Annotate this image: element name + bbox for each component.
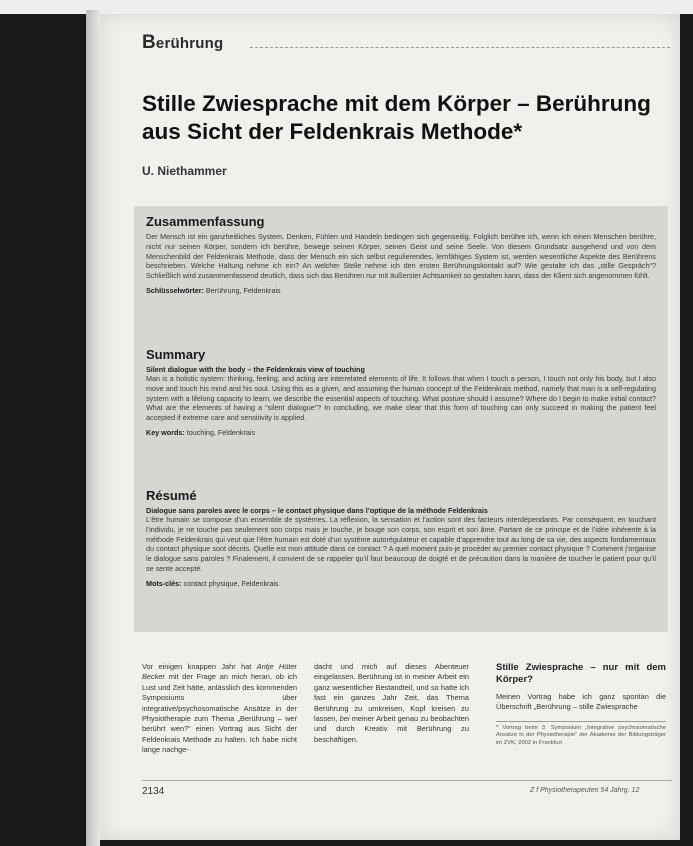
section-label: Berührung bbox=[142, 32, 224, 53]
article-author: U. Niethammer bbox=[142, 164, 227, 178]
body-column-1: Vor einigen knappen Jahr hat Antje Hüter Becker mit der Frage an mich heran, ob ich Lust und Zeit hätte, anlässlich des kommenden Symposiums über integrative/psychosomatische Ansätze in der Physiotherapie zum Thema „Berührung – wer berührt wen?“ einen Vortrag aus Sicht der Feldenkrais Methode zu halten. Ich habe nicht lange nachge- bbox=[142, 662, 297, 755]
summary-subtitle: Silent dialogue with the body – the Feldenkrais view of touching bbox=[146, 365, 365, 374]
abstract-french bbox=[146, 488, 656, 588]
page-edge bbox=[86, 10, 100, 846]
keywords-french: Mots-clés: contact physique, Feldenkrais bbox=[146, 578, 279, 588]
resume-heading: Résumé bbox=[146, 488, 197, 503]
journal-reference: Z f Physiotherapeuten 54 Jahrg. 12 bbox=[530, 787, 640, 794]
resume-subtitle: Dialogue sans paroles avec le corps – le contact physique dans l’optique de la méthode Feldenkrais bbox=[146, 506, 488, 515]
footer-rule bbox=[142, 780, 672, 781]
side-text: Meinen Vortrag habe ich ganz spontan die Überschrift „Berührung – stille Zwiesprache bbox=[496, 692, 666, 712]
background-strip bbox=[0, 0, 693, 14]
keywords-german: Schlüsselwörter: Berührung, Feldenkrais bbox=[146, 285, 281, 295]
journal-page bbox=[100, 14, 680, 840]
zusammenfassung-heading: Zusammenfassung bbox=[146, 214, 265, 229]
page-number: 2134 bbox=[142, 786, 165, 797]
section-rule bbox=[250, 47, 670, 48]
side-column bbox=[496, 662, 666, 748]
footnote: * Vortrag beim 3. Symposium „Integrative psychosomatische Ansätze in der Physiotherapie“ der Akademie der Bildungsträger im ZVK, 2002 in Frankfurt bbox=[496, 721, 666, 748]
side-heading: Stille Zwiesprache – nur mit dem Körper? bbox=[496, 662, 666, 685]
resume-text: L’être humain se compose d’un ensemble de systèmes. La réflexion, la sensation et l’action sont des facteurs interdépendants. Par conséquent, en touchant l’individu, je ne touche pas seulement son corps mais je touche, je bouge son corps, son esprit et son âme. Partant de ce principe et de l’idée inhérente à la méthode Feldenkrais qui veut que l’être humain est doté d’un système autorégulateur et capable d’apprendre tout au long de sa vie, des aspects fondamentaux du contact physique sont décrits. Quelle est mon attitude dans ce contact ? A quel moment puis-je procéder au premier contact physique ? Comment j’organise le dialogue sans paroles ? Finalement, il convient de se rappeler qu’il faut beaucoup de doigté et de précaution dans la manière de toucher le patient pour qu’il se sente accepté. bbox=[146, 515, 656, 573]
keywords-english: Key words: touching, Feldenkrais bbox=[146, 427, 256, 437]
zusammenfassung-text: Der Mensch ist ein ganzheitliches System. Denken, Fühlen und Handeln bedingen sich gegenseitig. Folglich berühre ich, wenn ich einen Menschen berühre, nicht nur seinen Körper, sondern ich berühre, bewege seinen Körper, seinen Geist und seine Seele. Von diesem Grundsatz ausgehend und von dem Menschenbild der Feldenkrais Methode, dass der Mensch ein sich selbst regulierendes, lernfähiges System ist, werden wesentliche Aspekte des Berührens beschrieben. Welche Haltung nehme ich ein? An welcher Stelle nehme ich den ersten Berührungskontakt auf? Wie gestalte ich das „stille Gespräch“? Schließlich wird zusammenfassend deutlich, dass sich das Berühren nur mit äußerster Achtsamkeit so gestalten kann, dass der Klient sich angenommen fühlt. bbox=[146, 232, 656, 281]
article-title: Stille Zwiesprache mit dem Körper – Berührung aus Sicht der Feldenkrais Methode* bbox=[142, 91, 651, 144]
summary-text: Man is a holistic system: thinking, feeling, and acting are interrelated elements of life. It follows that when I touch a person, I touch not only his body, but I also move and touch his mind and his soul. Using this as a given, and assuming the human concept of the Feldenkrais method, namely that man is a self-regulating system with a lifelong capacity to learn, we describe the essential aspects of touching. What posture should I assume? Where do I begin to make initial contact? What are the elements of having a “silent dialogue”? In concluding, we make clear that this form of touching can only succeed in making the patient feel accepted if extreme care and sensitivity is applied. bbox=[146, 374, 656, 423]
body-column-2: dacht und mich auf dieses Abenteuer eingelassen. Berührung ist in meiner Arbeit ein ganz wesentlicher Bestandteil, und so hatte ich fast ein ganzes Jahr Zeit, das Thema Berührung zu umkreisen, Kopf kreisen zu lassen, bei meiner Arbeit genau zu beobachten und durch Kreativ mit Berührung zu beschäftigen. bbox=[314, 662, 469, 744]
abstract-english bbox=[146, 347, 656, 437]
summary-heading: Summary bbox=[146, 347, 206, 362]
abstract-german bbox=[146, 214, 656, 295]
